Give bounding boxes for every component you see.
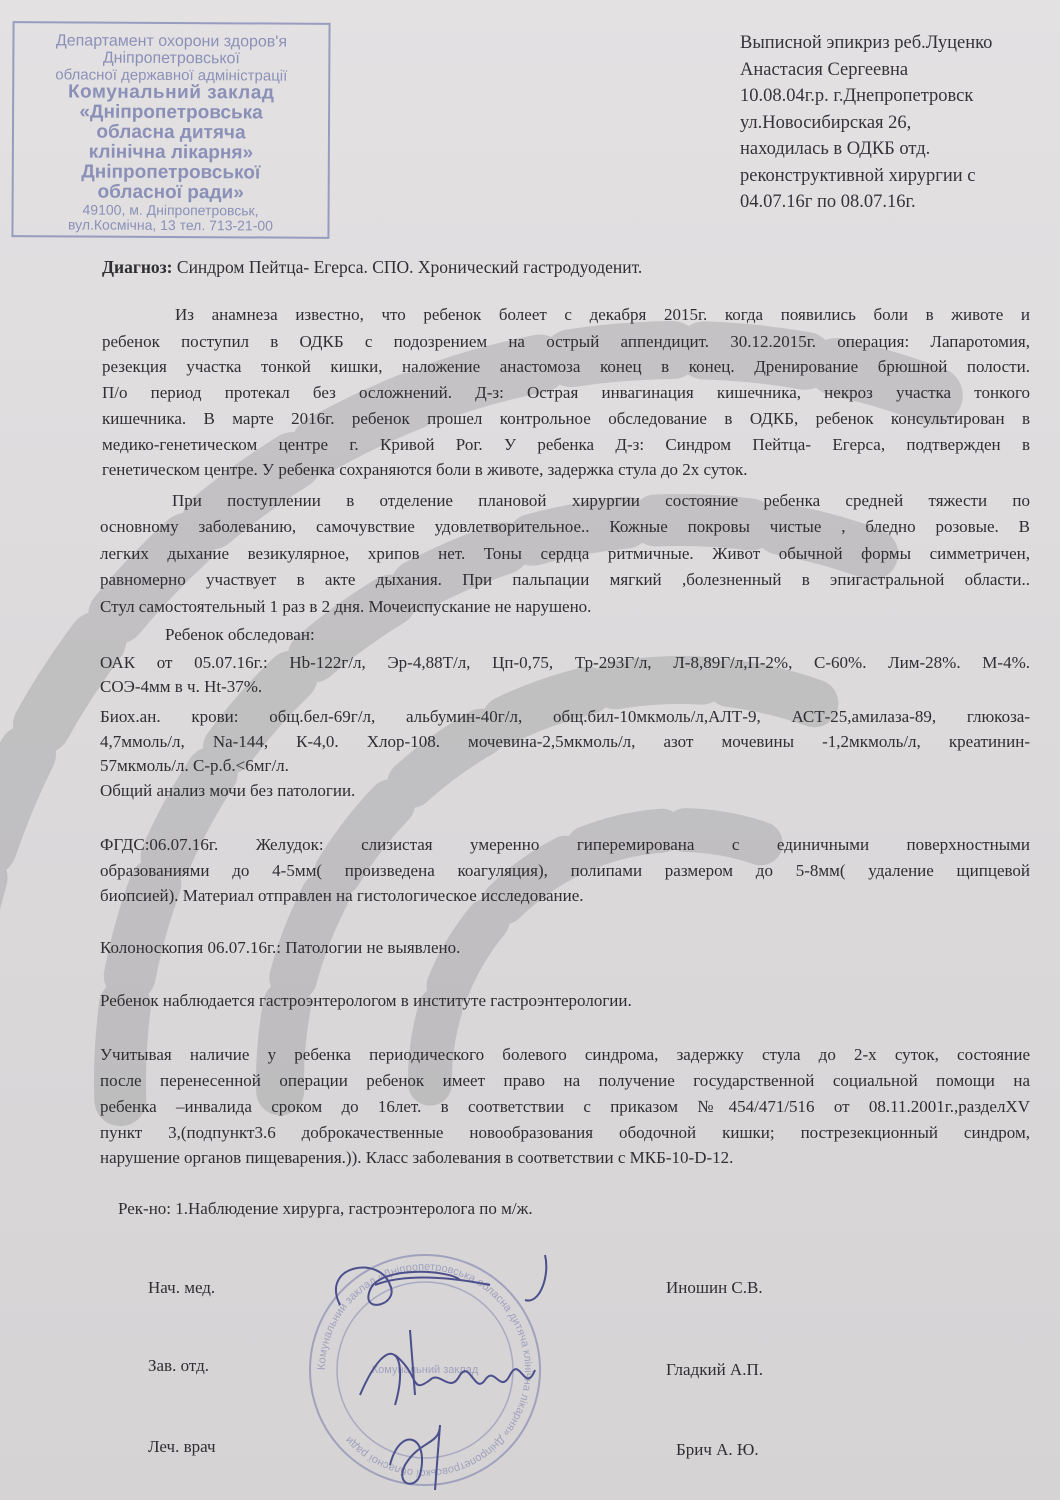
signature-name: Иношин С.В. [666, 1278, 763, 1297]
header-line: 10.08.04г.р. г.Днепропетровск [740, 86, 974, 106]
stamp-line: обласної ради» [97, 181, 244, 204]
anamnesis-line: кишечника. В марте 2016г. ребенок прошел контрольное обследование в ОДКБ, ребенок консультирован в [102, 409, 1030, 428]
round-seal [300, 1245, 550, 1495]
observation-note: Ребенок наблюдается гастроэнтерологом в институте гастроэнтерологии. [100, 991, 632, 1010]
header-line: Выписной эпикриз реб.Луценко [740, 33, 993, 53]
anamnesis-line: П/о период протекал без осложнений. Д-з: Острая инвагинация кишечника, некроз участка тонкого [102, 383, 1030, 402]
conclusion-line: нарушение органов пищеварения.)). Класс заболевания в соответствии с МКБ-10-D-12. [100, 1148, 734, 1167]
biochem-line: Биох.ан. крови: общ.бел-69г/л, альбумин-40г/л, общ.бил-10мкмоль/л,АЛТ-9, АСТ-25,амилаза-89, глюкоза- [100, 707, 1030, 726]
examined-heading: Ребенок обследован: [165, 625, 315, 644]
admission-line: равномерно участвует в акте дыхания. При пальпации мягкий ,болезненный в эпигастральной области.. [100, 570, 1030, 589]
header-line: 04.07.16г по 08.07.16г. [740, 192, 916, 212]
watermark-arc [615, 680, 702, 685]
watermark-arc [730, 683, 815, 703]
fgds-line: образованиями до 4-5мм( произведена коагуляция), полипами размером до 5-8мм( удаление щипцевой [100, 861, 1030, 880]
fgds-line: биопсией). Материал отправлен на гистологическое исследование. [100, 886, 584, 905]
stamp-line: «Дніпропетровська [79, 101, 263, 124]
patient-header [740, 30, 1040, 216]
stamp-line: клінічна лікарня» [88, 141, 254, 164]
seal-inner-text: Комунальний заклад [371, 1364, 479, 1376]
header-line: находилась в ОДКБ отд. [740, 139, 931, 159]
oak-line: СОЭ-4мм в ч. Ht-37%. [100, 677, 263, 696]
anamnesis-line: резекция участка тонкой кишки, наложение анастомоза конец в конец. Дренирование брюшной полости. [102, 357, 1030, 376]
stamp-line: обласної державної адміністрації [55, 65, 288, 85]
stamp-line: обласна дитяча [96, 121, 246, 144]
signature-name: Гладкий А.П. [666, 1360, 763, 1379]
diagnosis [102, 257, 642, 278]
conclusion-line: Учитывая наличие у ребенка периодического болевого синдрома, задержку стула до 2-х суток, состояние [100, 1045, 1030, 1064]
fgds-line: ФГДС:06.07.16г. Желудок: слизистая умеренно гиперемирована с единичными поверхностными [100, 835, 1030, 854]
stamp-line: 49100, м. Дніпропетровськ, [82, 201, 259, 219]
stamp-line: Департамент охорони здоров'я [55, 32, 288, 51]
recommendation: Рек-но: 1.Наблюдение хирурга, гастроэнтеролога по м/ж. [118, 1199, 533, 1218]
conclusion-line: пункт 3,(подпункт3.6 доброкачественные новообразования ободочной кишки; пострезекционный синдром, [100, 1123, 1030, 1142]
urine-analysis: Общий анализ мочи без патологии. [100, 781, 356, 800]
signature-name: Брич А. Ю. [676, 1440, 759, 1459]
header-line: реконструктивной хирургии с [740, 165, 976, 186]
watermark-arc [0, 754, 27, 848]
biochem-line: 4,7ммоль/л, Na-144, К-4,0. Хлор-108. мочевина-2,5мкмоль/л, азот мочевины -1,2мкмоль/л, креатинин- [100, 732, 1030, 751]
diagnosis-text: Синдром Пейтца- Егерса. СПО. Хронический гастродуоденит. [172, 257, 643, 277]
signature-role: Зав. отд. [148, 1356, 209, 1375]
admission-line: При поступлении в отделение плановой хирургии состояние ребенка средней тяжести по [172, 491, 1030, 510]
stamp-line: Комунальний заклад [67, 81, 275, 104]
anamnesis-line: генетическом центре. У ребенка сохраняются боли в животе, задержка стула до 2х суток. [102, 460, 748, 479]
anamnesis-line: ребенок поступил в ОДКБ с подозрением на острый аппендицит. 30.12.2015г. операция: Лапаротомия, [102, 332, 1030, 351]
admission-line: легких дыхание везикулярное, хрипов нет. Тоны сердца ритмичные. Живот обычной формы симметричен, [100, 544, 1030, 563]
stamp-line: Дніпропетровської [81, 161, 261, 184]
header-line: ул.Новосибирская 26, [740, 112, 912, 133]
stamp-line: вул.Космічна, 13 тел. 713-21-00 [67, 216, 274, 234]
watermark-arc [42, 640, 97, 725]
colonoscopy: Колоноскопия 06.07.16г.: Патологии не выявлено. [100, 938, 461, 957]
signature-stroke [525, 1255, 546, 1301]
header-line: Анастасия Сергеевна [740, 59, 909, 80]
conclusion-line: после перенесенной операции ребенок имеет право на получение государственной социальной помощи на [100, 1071, 1030, 1090]
seal-outer-text: Комунальний заклад «Дніпропетровська обласна дитяча клінічна лікарня» Дніпропетровської обласної ради [315, 1260, 535, 1480]
stamp-line: Дніпропетровської [102, 49, 240, 68]
admission-line: Стул самостоятельный 1 раз в 2 дня. Мочеиспускание не нарушено. [100, 597, 592, 616]
anamnesis-line: Из анамнеза известно, что ребенок болеет с декабря 2015г. когда появились боли в животе и [175, 305, 1030, 324]
watermark-arc [293, 896, 324, 977]
institution-stamp [11, 21, 330, 239]
signature-role: Леч. врач [148, 1437, 216, 1456]
admission-line: основному заболеванию, самочувствие удовлетворительное.. Кожные покровы чистые , бледно розовые. В [100, 517, 1030, 536]
diagnosis-label: Диагноз: [102, 257, 173, 277]
signature-role: Нач. мед. [148, 1278, 216, 1297]
anamnesis-line: медико-генетическом центре г. Кривой Рог. У ребенка Д-з: Синдром Пейтца- Егерса, подтвержден в [102, 435, 1030, 454]
conclusion-line: ребенка –инвалида сроком до 16лет. в соответствии с приказом №454/471/516 от 08.11.2001г.,разделXV [100, 1097, 1030, 1116]
oak-line: ОАК от 05.07.16г.: Hb-122г/л, Эр-4,88Т/л, Цп-0,75, Тр-293Г/л, Л-8,89Г/л,П-2%, С-60%. Лим-28%. М-4%. [100, 653, 1030, 672]
biochem-line: 57мкмоль/л. С-р.б.<6мг/л. [100, 756, 289, 775]
